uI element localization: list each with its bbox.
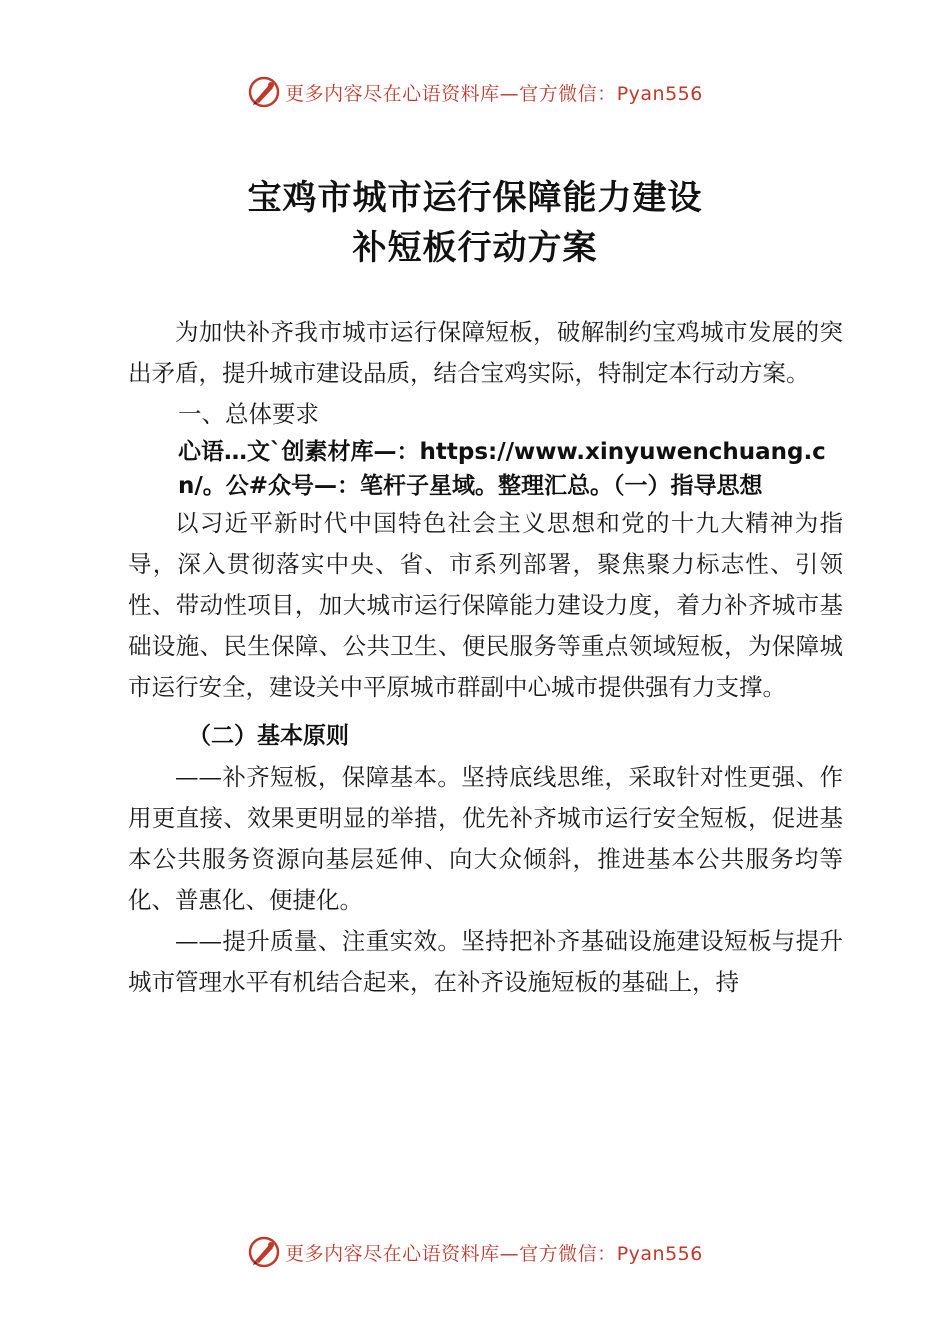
principle2-paragraph: ——提升质量、注重实效。坚持把补齐基础设施建设短板与提升城市管理水平有机结合起来，在补齐设施短板的基础上，持 [128,927,843,996]
document-title-line1: 宝鸡市城市运行保障能力建设 [247,178,703,218]
banner-main-text: 更多内容尽在心语资料库 [285,82,500,105]
watermark-line: 心语…文`创素材库—：https://www.xinyuwenchuang.cn/。公#众号—：笔杆子星域。整理汇总。（一）指导思想 [178,439,826,499]
banner-wechat-id: Pyan556 [616,82,703,105]
banner-wechat-label: 官方微信： [519,82,617,105]
banner-separator: — [499,1242,520,1265]
principle1-paragraph: ——补齐短板，保障基本。坚持底线思维，采取针对性更强、作用更直接、效果更明显的举措，优先补齐城市运行安全短板，促进基本公共服务资源向基层延伸、向大众倾斜，推进基本公共服务均等化、普惠化、便捷化。 [128,763,843,914]
document-body [128,312,843,1003]
guiding-thought-paragraph: 以习近平新时代中国特色社会主义思想和党的十九大精神为指导，深入贯彻落实中央、省、市系列部署，聚焦聚力标志性、引领性、带动性项目，加大城市运行保障能力建设力度，着力补齐城市基础设施、民生保障、公共卫生、便民服务等重点领域短板，为保障城市运行安全，建设关中平原城市群副中心城市提供强有力支撑。 [128,509,843,701]
intro-paragraph: 为加快补齐我市城市运行保障短板，破解制约宝鸡城市发展的突出矛盾，提升城市建设品质，结合宝鸡实际，特制定本行动方案。 [128,318,843,387]
header-banner [0,72,950,112]
pen-circle-logo-icon [247,1235,281,1269]
banner-wechat-id: Pyan556 [616,1242,703,1265]
banner-separator: — [499,82,520,105]
section1-heading: 一、总体要求 [178,400,319,428]
pen-circle-logo-icon [247,75,281,109]
document-title-line2: 补短板行动方案 [352,228,598,268]
banner-wechat-label: 官方微信： [519,1242,617,1265]
banner-text [285,79,703,106]
banner-text [285,1239,703,1266]
footer-banner [0,1232,950,1272]
section2-heading: （二）基本原则 [188,723,349,749]
banner-main-text: 更多内容尽在心语资料库 [285,1242,500,1265]
